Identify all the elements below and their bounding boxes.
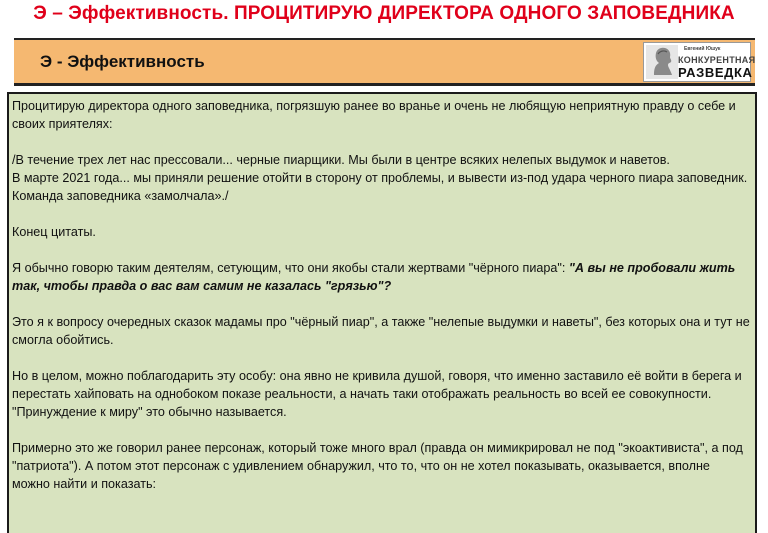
brand-logo bbox=[643, 42, 756, 82]
paragraph-intro: Процитирую директора одного заповедника, погрязшую ранее во вранье и очень не любящую неприятную правду о себе и своих приятелях: bbox=[12, 99, 736, 131]
paragraph-character: Примерно это же говорил ранее персонаж, который тоже много врал (правда он мимикрировал не под "экоактивиста", а под "патриота"). А потом этот персонаж с удивлением обнаружил, что то, что он не хотел показывать, оказывается, вполне можно найти и показать: bbox=[12, 441, 743, 491]
slide-title: Э – Эффективность. ПРОЦИТИРУЮ ДИРЕКТОРА ОДНОГО ЗАПОВЕДНИКА bbox=[33, 3, 735, 24]
logo-text-line2: РАЗВЕДКА bbox=[678, 65, 753, 80]
paragraph-quote-end: Конец цитаты. bbox=[12, 225, 96, 239]
section-header bbox=[14, 38, 755, 86]
quote-line-1: /В течение трех лет нас прессовали... черные пиарщики. Мы были в центре всяких нелепых выдумок и наветов. bbox=[12, 153, 670, 167]
person-profile-icon bbox=[646, 45, 678, 79]
paragraph-black-pr bbox=[12, 259, 750, 295]
logo-text-line1: КОНКУРЕНТНАЯ bbox=[678, 55, 756, 65]
paragraph-gratitude: Но в целом, можно поблагодарить эту особу: она явно не кривила душой, говоря, что именно заставило её войти в берега и перестать хайповать на однобоком показе реальности, а начать таки отображать реальность во всей ее совокупности. bbox=[12, 369, 742, 401]
quote-line-2: В марте 2021 года... мы приняли решение отойти в сторону от проблемы, и вывести из-под удара черного пиара заповедник. Команда заповедника «замолчала»./ bbox=[12, 171, 748, 203]
section-header-title: Э - Эффективность bbox=[40, 52, 205, 71]
article-body bbox=[7, 92, 757, 533]
logo-author: Евгений Юшук bbox=[684, 46, 721, 52]
paragraph-fairy-tales: Это я к вопросу очередных сказок мадамы про "чёрный пиар", а также "нелепые выдумки и наветы", без которых она и тут не смогла обойтись. bbox=[12, 315, 750, 347]
emphasized-question: "А вы не пробовали жить так, чтобы правда о вас вам самим не казалась "грязью"? bbox=[12, 261, 736, 293]
paragraph-peace-enforcement: "Принуждение к миру" это обычно называется. bbox=[12, 405, 287, 419]
paragraph-black-pr-text: Я обычно говорю таким деятелям, сетующим, что они якобы стали жертвами "чёрного пиара": bbox=[12, 261, 569, 275]
